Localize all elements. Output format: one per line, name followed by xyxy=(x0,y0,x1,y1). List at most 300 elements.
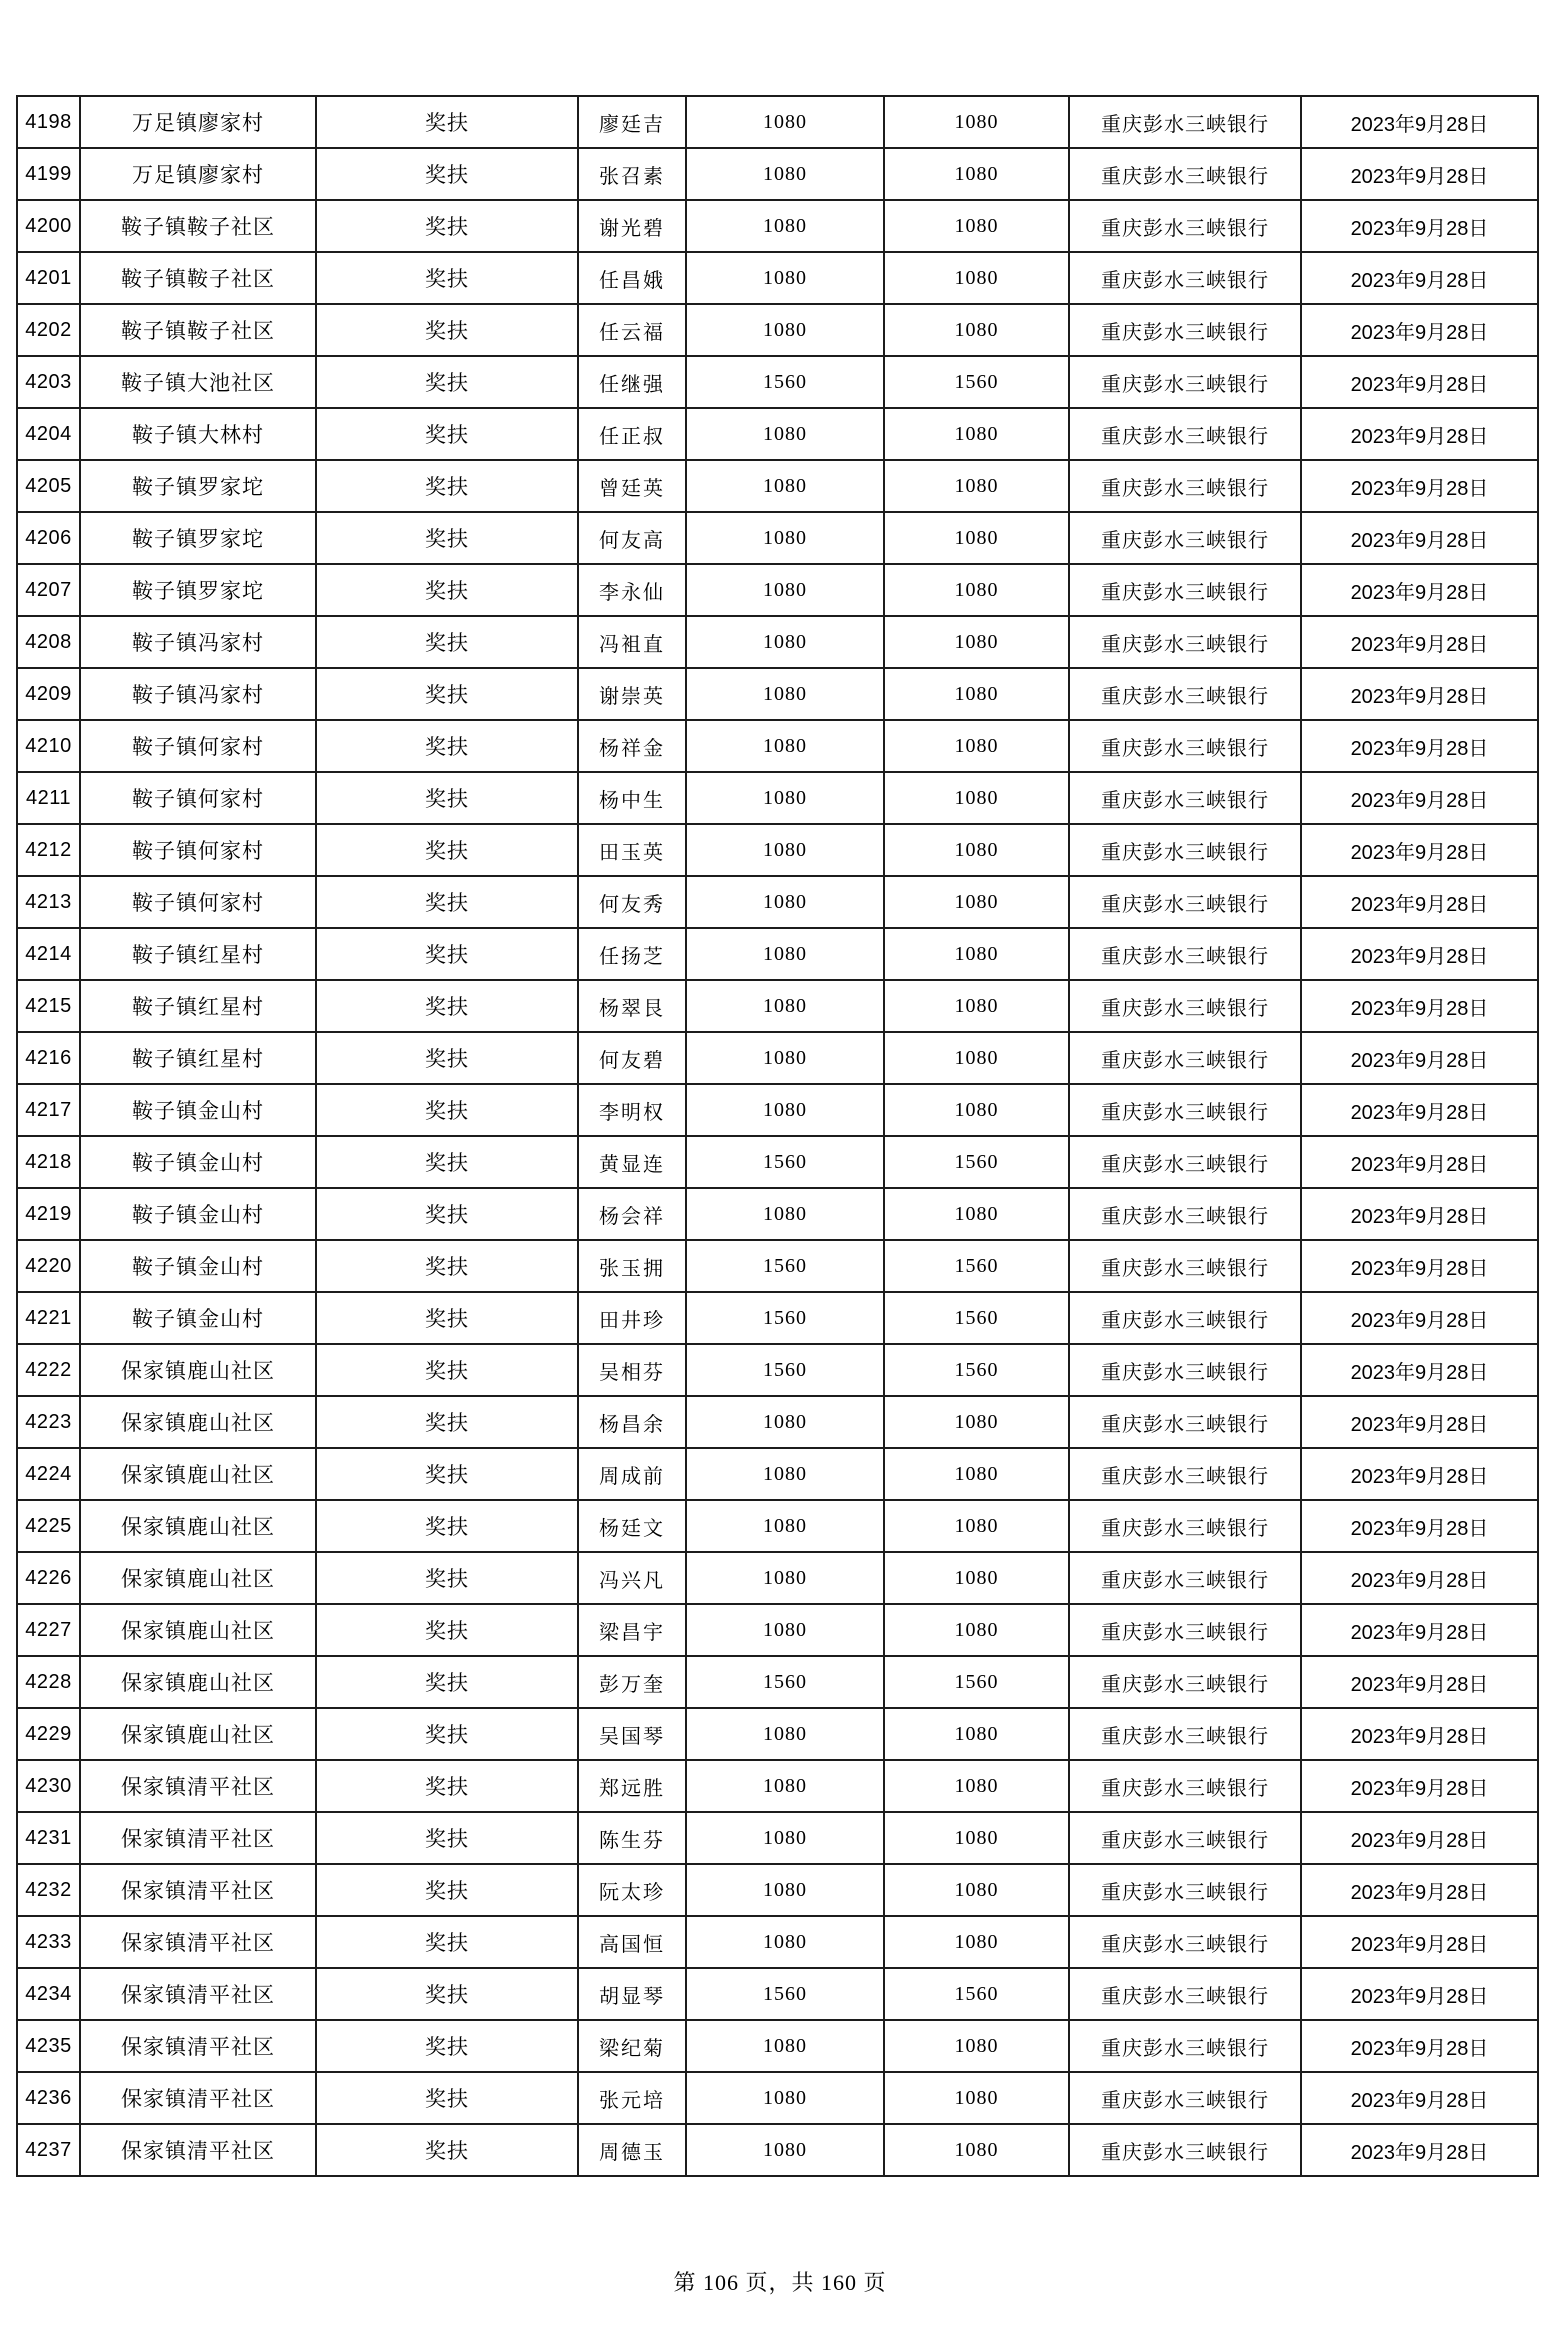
cell-amount_standard: 1080 xyxy=(686,876,884,928)
cell-date: 2023年9月28日 xyxy=(1301,200,1538,252)
cell-amount_standard: 1080 xyxy=(686,824,884,876)
cell-amount_paid: 1080 xyxy=(884,1188,1069,1240)
cell-amount_paid: 1080 xyxy=(884,980,1069,1032)
cell-amount_standard: 1080 xyxy=(686,2020,884,2072)
cell-village: 保家镇鹿山社区 xyxy=(80,1448,316,1500)
cell-amount_paid: 1080 xyxy=(884,616,1069,668)
cell-village: 保家镇清平社区 xyxy=(80,1968,316,2020)
cell-village: 鞍子镇大林村 xyxy=(80,408,316,460)
cell-village: 保家镇鹿山社区 xyxy=(80,1604,316,1656)
cell-category: 奖扶 xyxy=(316,1656,578,1708)
cell-category: 奖扶 xyxy=(316,2072,578,2124)
cell-bank: 重庆彭水三峡银行 xyxy=(1069,1916,1301,1968)
cell-bank: 重庆彭水三峡银行 xyxy=(1069,564,1301,616)
cell-bank: 重庆彭水三峡银行 xyxy=(1069,304,1301,356)
cell-village: 鞍子镇鞍子社区 xyxy=(80,252,316,304)
cell-bank: 重庆彭水三峡银行 xyxy=(1069,772,1301,824)
cell-name: 任云福 xyxy=(578,304,686,356)
cell-amount_paid: 1080 xyxy=(884,2072,1069,2124)
cell-amount_paid: 1080 xyxy=(884,1084,1069,1136)
table-row xyxy=(17,96,1538,148)
cell-seq: 4210 xyxy=(17,720,80,772)
cell-village: 鞍子镇冯家村 xyxy=(80,668,316,720)
cell-category: 奖扶 xyxy=(316,1708,578,1760)
cell-date: 2023年9月28日 xyxy=(1301,2020,1538,2072)
cell-amount_paid: 1080 xyxy=(884,928,1069,980)
cell-bank: 重庆彭水三峡银行 xyxy=(1069,1760,1301,1812)
cell-bank: 重庆彭水三峡银行 xyxy=(1069,1552,1301,1604)
cell-name: 黄显连 xyxy=(578,1136,686,1188)
table-row xyxy=(17,772,1538,824)
cell-bank: 重庆彭水三峡银行 xyxy=(1069,1656,1301,1708)
cell-amount_paid: 1080 xyxy=(884,1916,1069,1968)
table-row xyxy=(17,1396,1538,1448)
cell-bank: 重庆彭水三峡银行 xyxy=(1069,928,1301,980)
table-row xyxy=(17,2124,1538,2176)
cell-seq: 4213 xyxy=(17,876,80,928)
cell-date: 2023年9月28日 xyxy=(1301,772,1538,824)
cell-seq: 4215 xyxy=(17,980,80,1032)
cell-name: 冯袓直 xyxy=(578,616,686,668)
cell-name: 陈生芬 xyxy=(578,1812,686,1864)
cell-category: 奖扶 xyxy=(316,1760,578,1812)
cell-date: 2023年9月28日 xyxy=(1301,2072,1538,2124)
cell-seq: 4229 xyxy=(17,1708,80,1760)
cell-village: 鞍子镇红星村 xyxy=(80,928,316,980)
cell-amount_standard: 1080 xyxy=(686,1084,884,1136)
cell-village: 鞍子镇大池社区 xyxy=(80,356,316,408)
cell-date: 2023年9月28日 xyxy=(1301,1032,1538,1084)
cell-name: 廖廷吉 xyxy=(578,96,686,148)
cell-category: 奖扶 xyxy=(316,980,578,1032)
cell-name: 胡显琴 xyxy=(578,1968,686,2020)
cell-category: 奖扶 xyxy=(316,1864,578,1916)
cell-bank: 重庆彭水三峡银行 xyxy=(1069,1500,1301,1552)
cell-category: 奖扶 xyxy=(316,616,578,668)
cell-seq: 4228 xyxy=(17,1656,80,1708)
cell-amount_paid: 1080 xyxy=(884,1448,1069,1500)
cell-date: 2023年9月28日 xyxy=(1301,616,1538,668)
cell-amount_paid: 1080 xyxy=(884,1864,1069,1916)
cell-date: 2023年9月28日 xyxy=(1301,928,1538,980)
table-row xyxy=(17,356,1538,408)
cell-name: 阮太珍 xyxy=(578,1864,686,1916)
cell-village: 保家镇清平社区 xyxy=(80,2072,316,2124)
table-row xyxy=(17,200,1538,252)
cell-bank: 重庆彭水三峡银行 xyxy=(1069,96,1301,148)
cell-amount_paid: 1080 xyxy=(884,1500,1069,1552)
cell-amount_paid: 1080 xyxy=(884,252,1069,304)
cell-village: 保家镇清平社区 xyxy=(80,2020,316,2072)
table-row xyxy=(17,1812,1538,1864)
cell-name: 田玉英 xyxy=(578,824,686,876)
cell-bank: 重庆彭水三峡银行 xyxy=(1069,512,1301,564)
table-row xyxy=(17,1968,1538,2020)
cell-date: 2023年9月28日 xyxy=(1301,512,1538,564)
cell-name: 梁纪菊 xyxy=(578,2020,686,2072)
cell-village: 保家镇清平社区 xyxy=(80,1916,316,1968)
cell-date: 2023年9月28日 xyxy=(1301,1500,1538,1552)
table-row xyxy=(17,1708,1538,1760)
cell-date: 2023年9月28日 xyxy=(1301,980,1538,1032)
cell-category: 奖扶 xyxy=(316,1500,578,1552)
cell-village: 鞍子镇金山村 xyxy=(80,1188,316,1240)
table-row xyxy=(17,564,1538,616)
cell-amount_standard: 1080 xyxy=(686,2124,884,2176)
cell-category: 奖扶 xyxy=(316,1916,578,1968)
cell-seq: 4219 xyxy=(17,1188,80,1240)
cell-village: 鞍子镇红星村 xyxy=(80,1032,316,1084)
cell-name: 曾廷英 xyxy=(578,460,686,512)
cell-date: 2023年9月28日 xyxy=(1301,876,1538,928)
cell-amount_standard: 1080 xyxy=(686,1396,884,1448)
cell-seq: 4230 xyxy=(17,1760,80,1812)
cell-amount_standard: 1080 xyxy=(686,1916,884,1968)
cell-seq: 4233 xyxy=(17,1916,80,1968)
payment-table xyxy=(16,95,1539,2177)
cell-amount_paid: 1080 xyxy=(884,1604,1069,1656)
cell-category: 奖扶 xyxy=(316,1396,578,1448)
cell-village: 鞍子镇何家村 xyxy=(80,824,316,876)
cell-village: 保家镇鹿山社区 xyxy=(80,1500,316,1552)
cell-category: 奖扶 xyxy=(316,1552,578,1604)
cell-category: 奖扶 xyxy=(316,772,578,824)
cell-date: 2023年9月28日 xyxy=(1301,1448,1538,1500)
cell-seq: 4218 xyxy=(17,1136,80,1188)
cell-name: 谢崇英 xyxy=(578,668,686,720)
table-row xyxy=(17,1084,1538,1136)
cell-amount_standard: 1080 xyxy=(686,1448,884,1500)
cell-amount_paid: 1080 xyxy=(884,1396,1069,1448)
cell-village: 保家镇鹿山社区 xyxy=(80,1344,316,1396)
cell-amount_standard: 1080 xyxy=(686,200,884,252)
cell-seq: 4202 xyxy=(17,304,80,356)
cell-amount_standard: 1080 xyxy=(686,616,884,668)
cell-date: 2023年9月28日 xyxy=(1301,304,1538,356)
cell-amount_paid: 1560 xyxy=(884,1968,1069,2020)
cell-date: 2023年9月28日 xyxy=(1301,1864,1538,1916)
cell-village: 保家镇清平社区 xyxy=(80,2124,316,2176)
cell-amount_paid: 1080 xyxy=(884,2124,1069,2176)
cell-amount_standard: 1080 xyxy=(686,1864,884,1916)
table-row xyxy=(17,1656,1538,1708)
cell-date: 2023年9月28日 xyxy=(1301,1656,1538,1708)
cell-amount_paid: 1080 xyxy=(884,824,1069,876)
payment-table-container xyxy=(16,95,1539,2177)
cell-village: 保家镇鹿山社区 xyxy=(80,1552,316,1604)
cell-date: 2023年9月28日 xyxy=(1301,1968,1538,2020)
cell-amount_standard: 1080 xyxy=(686,1032,884,1084)
cell-amount_paid: 1080 xyxy=(884,200,1069,252)
cell-date: 2023年9月28日 xyxy=(1301,564,1538,616)
table-row xyxy=(17,928,1538,980)
cell-category: 奖扶 xyxy=(316,1968,578,2020)
cell-category: 奖扶 xyxy=(316,200,578,252)
cell-date: 2023年9月28日 xyxy=(1301,1396,1538,1448)
table-row xyxy=(17,616,1538,668)
cell-bank: 重庆彭水三峡银行 xyxy=(1069,1188,1301,1240)
table-row xyxy=(17,668,1538,720)
table-row xyxy=(17,2020,1538,2072)
cell-name: 吴相芬 xyxy=(578,1344,686,1396)
cell-amount_standard: 1080 xyxy=(686,148,884,200)
cell-amount_paid: 1080 xyxy=(884,720,1069,772)
cell-amount_paid: 1080 xyxy=(884,876,1069,928)
cell-amount_paid: 1560 xyxy=(884,1240,1069,1292)
cell-bank: 重庆彭水三峡银行 xyxy=(1069,356,1301,408)
table-row xyxy=(17,408,1538,460)
cell-amount_standard: 1080 xyxy=(686,2072,884,2124)
cell-name: 杨会祥 xyxy=(578,1188,686,1240)
cell-seq: 4222 xyxy=(17,1344,80,1396)
cell-name: 任继强 xyxy=(578,356,686,408)
cell-amount_standard: 1080 xyxy=(686,1188,884,1240)
cell-amount_paid: 1080 xyxy=(884,96,1069,148)
cell-seq: 4226 xyxy=(17,1552,80,1604)
cell-name: 杨祥金 xyxy=(578,720,686,772)
cell-name: 梁昌宇 xyxy=(578,1604,686,1656)
table-row xyxy=(17,1448,1538,1500)
table-row xyxy=(17,1864,1538,1916)
cell-amount_paid: 1080 xyxy=(884,460,1069,512)
table-row xyxy=(17,1916,1538,1968)
cell-category: 奖扶 xyxy=(316,304,578,356)
cell-bank: 重庆彭水三峡银行 xyxy=(1069,1604,1301,1656)
table-row xyxy=(17,720,1538,772)
cell-bank: 重庆彭水三峡银行 xyxy=(1069,1344,1301,1396)
cell-seq: 4224 xyxy=(17,1448,80,1500)
cell-bank: 重庆彭水三峡银行 xyxy=(1069,980,1301,1032)
cell-bank: 重庆彭水三峡银行 xyxy=(1069,876,1301,928)
cell-village: 保家镇清平社区 xyxy=(80,1812,316,1864)
table-row xyxy=(17,1240,1538,1292)
cell-name: 杨中生 xyxy=(578,772,686,824)
cell-amount_standard: 1080 xyxy=(686,460,884,512)
cell-seq: 4199 xyxy=(17,148,80,200)
table-row xyxy=(17,876,1538,928)
cell-amount_paid: 1560 xyxy=(884,1656,1069,1708)
cell-name: 何友秀 xyxy=(578,876,686,928)
page-footer: 第 106 页，共 160 页 xyxy=(673,2270,887,2295)
cell-bank: 重庆彭水三峡银行 xyxy=(1069,200,1301,252)
cell-category: 奖扶 xyxy=(316,408,578,460)
cell-village: 万足镇廖家村 xyxy=(80,148,316,200)
cell-category: 奖扶 xyxy=(316,1084,578,1136)
cell-date: 2023年9月28日 xyxy=(1301,1916,1538,1968)
cell-bank: 重庆彭水三峡银行 xyxy=(1069,2020,1301,2072)
table-row xyxy=(17,1188,1538,1240)
cell-name: 李明权 xyxy=(578,1084,686,1136)
cell-seq: 4201 xyxy=(17,252,80,304)
cell-seq: 4235 xyxy=(17,2020,80,2072)
cell-seq: 4206 xyxy=(17,512,80,564)
cell-bank: 重庆彭水三峡银行 xyxy=(1069,824,1301,876)
cell-amount_standard: 1080 xyxy=(686,1604,884,1656)
table-row xyxy=(17,1552,1538,1604)
cell-amount_standard: 1080 xyxy=(686,720,884,772)
cell-village: 鞍子镇何家村 xyxy=(80,876,316,928)
cell-bank: 重庆彭水三峡银行 xyxy=(1069,252,1301,304)
cell-amount_paid: 1080 xyxy=(884,1760,1069,1812)
cell-seq: 4234 xyxy=(17,1968,80,2020)
table-row xyxy=(17,512,1538,564)
cell-date: 2023年9月28日 xyxy=(1301,460,1538,512)
table-row xyxy=(17,1760,1538,1812)
cell-amount_paid: 1080 xyxy=(884,564,1069,616)
table-row xyxy=(17,1604,1538,1656)
table-row xyxy=(17,824,1538,876)
cell-amount_paid: 1080 xyxy=(884,1032,1069,1084)
cell-name: 张玉拥 xyxy=(578,1240,686,1292)
cell-amount_paid: 1080 xyxy=(884,408,1069,460)
cell-village: 鞍子镇鞍子社区 xyxy=(80,200,316,252)
cell-seq: 4232 xyxy=(17,1864,80,1916)
cell-bank: 重庆彭水三峡银行 xyxy=(1069,1292,1301,1344)
cell-seq: 4236 xyxy=(17,2072,80,2124)
cell-amount_paid: 1560 xyxy=(884,1344,1069,1396)
cell-amount_standard: 1080 xyxy=(686,252,884,304)
cell-seq: 4209 xyxy=(17,668,80,720)
cell-amount_paid: 1080 xyxy=(884,304,1069,356)
cell-category: 奖扶 xyxy=(316,460,578,512)
cell-name: 杨昌余 xyxy=(578,1396,686,1448)
table-row xyxy=(17,1136,1538,1188)
cell-bank: 重庆彭水三峡银行 xyxy=(1069,1968,1301,2020)
table-row xyxy=(17,1032,1538,1084)
cell-amount_standard: 1560 xyxy=(686,1240,884,1292)
cell-village: 万足镇廖家村 xyxy=(80,96,316,148)
cell-bank: 重庆彭水三峡银行 xyxy=(1069,720,1301,772)
cell-name: 任扬芝 xyxy=(578,928,686,980)
cell-seq: 4198 xyxy=(17,96,80,148)
cell-bank: 重庆彭水三峡银行 xyxy=(1069,2124,1301,2176)
cell-name: 杨廷文 xyxy=(578,1500,686,1552)
cell-amount_standard: 1080 xyxy=(686,1760,884,1812)
cell-date: 2023年9月28日 xyxy=(1301,824,1538,876)
cell-village: 鞍子镇金山村 xyxy=(80,1136,316,1188)
cell-category: 奖扶 xyxy=(316,1604,578,1656)
cell-bank: 重庆彭水三峡银行 xyxy=(1069,1448,1301,1500)
cell-amount_paid: 1080 xyxy=(884,668,1069,720)
cell-village: 鞍子镇金山村 xyxy=(80,1240,316,1292)
cell-amount_standard: 1080 xyxy=(686,1812,884,1864)
cell-bank: 重庆彭水三峡银行 xyxy=(1069,1084,1301,1136)
cell-name: 张召素 xyxy=(578,148,686,200)
cell-amount_standard: 1560 xyxy=(686,1656,884,1708)
cell-name: 张元培 xyxy=(578,2072,686,2124)
cell-amount_standard: 1080 xyxy=(686,1500,884,1552)
cell-category: 奖扶 xyxy=(316,668,578,720)
cell-village: 鞍子镇何家村 xyxy=(80,772,316,824)
cell-bank: 重庆彭水三峡银行 xyxy=(1069,148,1301,200)
table-row xyxy=(17,304,1538,356)
cell-village: 鞍子镇红星村 xyxy=(80,980,316,1032)
cell-name: 吴国琴 xyxy=(578,1708,686,1760)
cell-date: 2023年9月28日 xyxy=(1301,408,1538,460)
cell-amount_standard: 1560 xyxy=(686,356,884,408)
cell-seq: 4220 xyxy=(17,1240,80,1292)
cell-amount_paid: 1080 xyxy=(884,1812,1069,1864)
cell-seq: 4207 xyxy=(17,564,80,616)
cell-village: 鞍子镇鞍子社区 xyxy=(80,304,316,356)
cell-seq: 4221 xyxy=(17,1292,80,1344)
cell-bank: 重庆彭水三峡银行 xyxy=(1069,1812,1301,1864)
cell-amount_paid: 1560 xyxy=(884,1136,1069,1188)
cell-amount_standard: 1560 xyxy=(686,1968,884,2020)
cell-amount_standard: 1080 xyxy=(686,408,884,460)
cell-seq: 4214 xyxy=(17,928,80,980)
cell-amount_standard: 1080 xyxy=(686,564,884,616)
cell-category: 奖扶 xyxy=(316,1188,578,1240)
cell-date: 2023年9月28日 xyxy=(1301,720,1538,772)
cell-bank: 重庆彭水三峡银行 xyxy=(1069,1396,1301,1448)
cell-name: 任正叔 xyxy=(578,408,686,460)
cell-village: 保家镇清平社区 xyxy=(80,1760,316,1812)
cell-seq: 4223 xyxy=(17,1396,80,1448)
cell-date: 2023年9月28日 xyxy=(1301,2124,1538,2176)
cell-category: 奖扶 xyxy=(316,512,578,564)
cell-amount_paid: 1560 xyxy=(884,356,1069,408)
cell-village: 鞍子镇何家村 xyxy=(80,720,316,772)
cell-date: 2023年9月28日 xyxy=(1301,356,1538,408)
table-row xyxy=(17,980,1538,1032)
cell-bank: 重庆彭水三峡银行 xyxy=(1069,668,1301,720)
cell-date: 2023年9月28日 xyxy=(1301,1552,1538,1604)
cell-village: 鞍子镇金山村 xyxy=(80,1084,316,1136)
cell-bank: 重庆彭水三峡银行 xyxy=(1069,460,1301,512)
cell-seq: 4211 xyxy=(17,772,80,824)
cell-village: 保家镇鹿山社区 xyxy=(80,1656,316,1708)
table-row xyxy=(17,2072,1538,2124)
cell-name: 任昌娥 xyxy=(578,252,686,304)
cell-name: 周德玉 xyxy=(578,2124,686,2176)
cell-amount_standard: 1080 xyxy=(686,96,884,148)
cell-seq: 4217 xyxy=(17,1084,80,1136)
cell-amount_standard: 1080 xyxy=(686,1708,884,1760)
cell-name: 冯兴凡 xyxy=(578,1552,686,1604)
cell-category: 奖扶 xyxy=(316,720,578,772)
cell-name: 高国恒 xyxy=(578,1916,686,1968)
cell-amount_standard: 1080 xyxy=(686,772,884,824)
cell-date: 2023年9月28日 xyxy=(1301,1240,1538,1292)
cell-village: 鞍子镇罗家坨 xyxy=(80,512,316,564)
cell-amount_paid: 1560 xyxy=(884,1292,1069,1344)
cell-amount_standard: 1080 xyxy=(686,928,884,980)
cell-village: 鞍子镇罗家坨 xyxy=(80,564,316,616)
cell-category: 奖扶 xyxy=(316,564,578,616)
cell-date: 2023年9月28日 xyxy=(1301,96,1538,148)
cell-amount_standard: 1080 xyxy=(686,512,884,564)
table-body xyxy=(17,96,1538,2176)
cell-name: 田井珍 xyxy=(578,1292,686,1344)
cell-category: 奖扶 xyxy=(316,1344,578,1396)
table-row xyxy=(17,1500,1538,1552)
cell-category: 奖扶 xyxy=(316,2020,578,2072)
cell-category: 奖扶 xyxy=(316,876,578,928)
cell-name: 周成前 xyxy=(578,1448,686,1500)
cell-category: 奖扶 xyxy=(316,1448,578,1500)
table-row xyxy=(17,252,1538,304)
cell-seq: 4205 xyxy=(17,460,80,512)
cell-amount_paid: 1080 xyxy=(884,1552,1069,1604)
cell-name: 李永仙 xyxy=(578,564,686,616)
cell-amount_paid: 1080 xyxy=(884,512,1069,564)
cell-category: 奖扶 xyxy=(316,1240,578,1292)
cell-amount_standard: 1080 xyxy=(686,1552,884,1604)
cell-date: 2023年9月28日 xyxy=(1301,1760,1538,1812)
cell-bank: 重庆彭水三峡银行 xyxy=(1069,1708,1301,1760)
cell-name: 何友高 xyxy=(578,512,686,564)
